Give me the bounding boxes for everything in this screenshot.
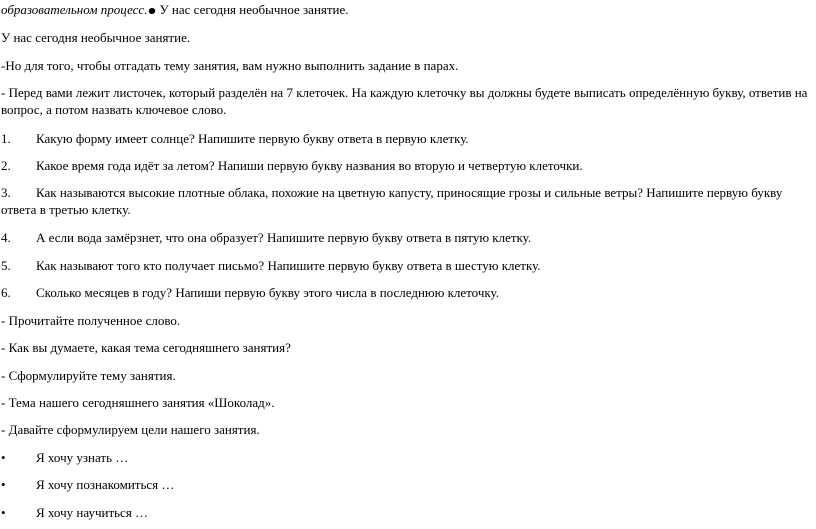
question-text: Какое время года идёт за летом? Напиши первую букву названия во вторую и четвертую клеточки. <box>36 158 583 173</box>
question-text: Какую форму имеет солнце? Напишите первую букву ответа в первую клетку. <box>36 131 469 146</box>
question-text: А если вода замёрзнет, что она образует? Напишите первую букву ответа в пятую клетку. <box>36 230 532 245</box>
bullet-dot-icon <box>148 7 156 15</box>
bullet-item <box>1 504 148 521</box>
question-number: 3. <box>1 185 11 200</box>
question-number: 1. <box>1 131 11 146</box>
header-text: У нас сегодня необычное занятие. <box>159 2 349 17</box>
paragraph-task: -Но для того, чтобы отгадать тему занятия, вам нужно выполнить задание в парах. <box>1 58 459 73</box>
bullet-marker: • <box>1 450 6 465</box>
question-text: Как называют того кто получает письмо? Напишите первую букву ответа в шестую клетку. <box>36 258 541 273</box>
prompt-line: - Сформулируйте тему занятия. <box>1 368 176 383</box>
prompt-line: - Давайте сформулируем цели нашего занятия. <box>1 422 260 437</box>
bullet-text: Я хочу узнать … <box>36 450 129 465</box>
question-item <box>1 257 541 274</box>
header-line <box>1 1 349 18</box>
bullet-marker: • <box>1 477 6 492</box>
bullet-text: Я хочу познакомиться … <box>36 477 175 492</box>
prompt-line: - Как вы думаете, какая тема сегодняшнего занятия? <box>1 340 291 355</box>
header-italic-prefix: образовательном процесс. <box>1 2 148 17</box>
bullet-text: Я хочу научиться … <box>36 505 149 520</box>
question-text: Сколько месяцев в году? Напиши первую букву этого числа в последнюю клеточку. <box>36 285 499 300</box>
question-item <box>1 229 531 246</box>
paragraph-intro: У нас сегодня необычное занятие. <box>1 30 191 45</box>
question-number: 6. <box>1 285 11 300</box>
question-item <box>1 284 499 301</box>
question-item <box>1 130 469 147</box>
bullet-item <box>1 449 128 466</box>
bullet-marker: • <box>1 505 6 520</box>
prompt-line: - Прочитайте полученное слово. <box>1 313 181 328</box>
question-item <box>1 157 583 174</box>
question-text: Как называются высокие плотные облака, похожие на цветную капусту, приносящие грозы и сильные ветры? Напишите первую букву ответа в третью клетку. <box>1 185 783 217</box>
question-item <box>1 184 809 218</box>
question-number: 4. <box>1 230 11 245</box>
bullet-item <box>1 476 174 493</box>
prompt-line: - Тема нашего сегодняшнего занятия «Шоколад». <box>1 395 275 410</box>
question-number: 5. <box>1 258 11 273</box>
paragraph-instructions: - Перед вами лежит листочек, который разделён на 7 клеточек. На каждую клеточку вы должны будете выписать определённую букву, ответив на вопрос, а потом назвать ключевое слово. <box>1 85 808 117</box>
question-number: 2. <box>1 158 11 173</box>
